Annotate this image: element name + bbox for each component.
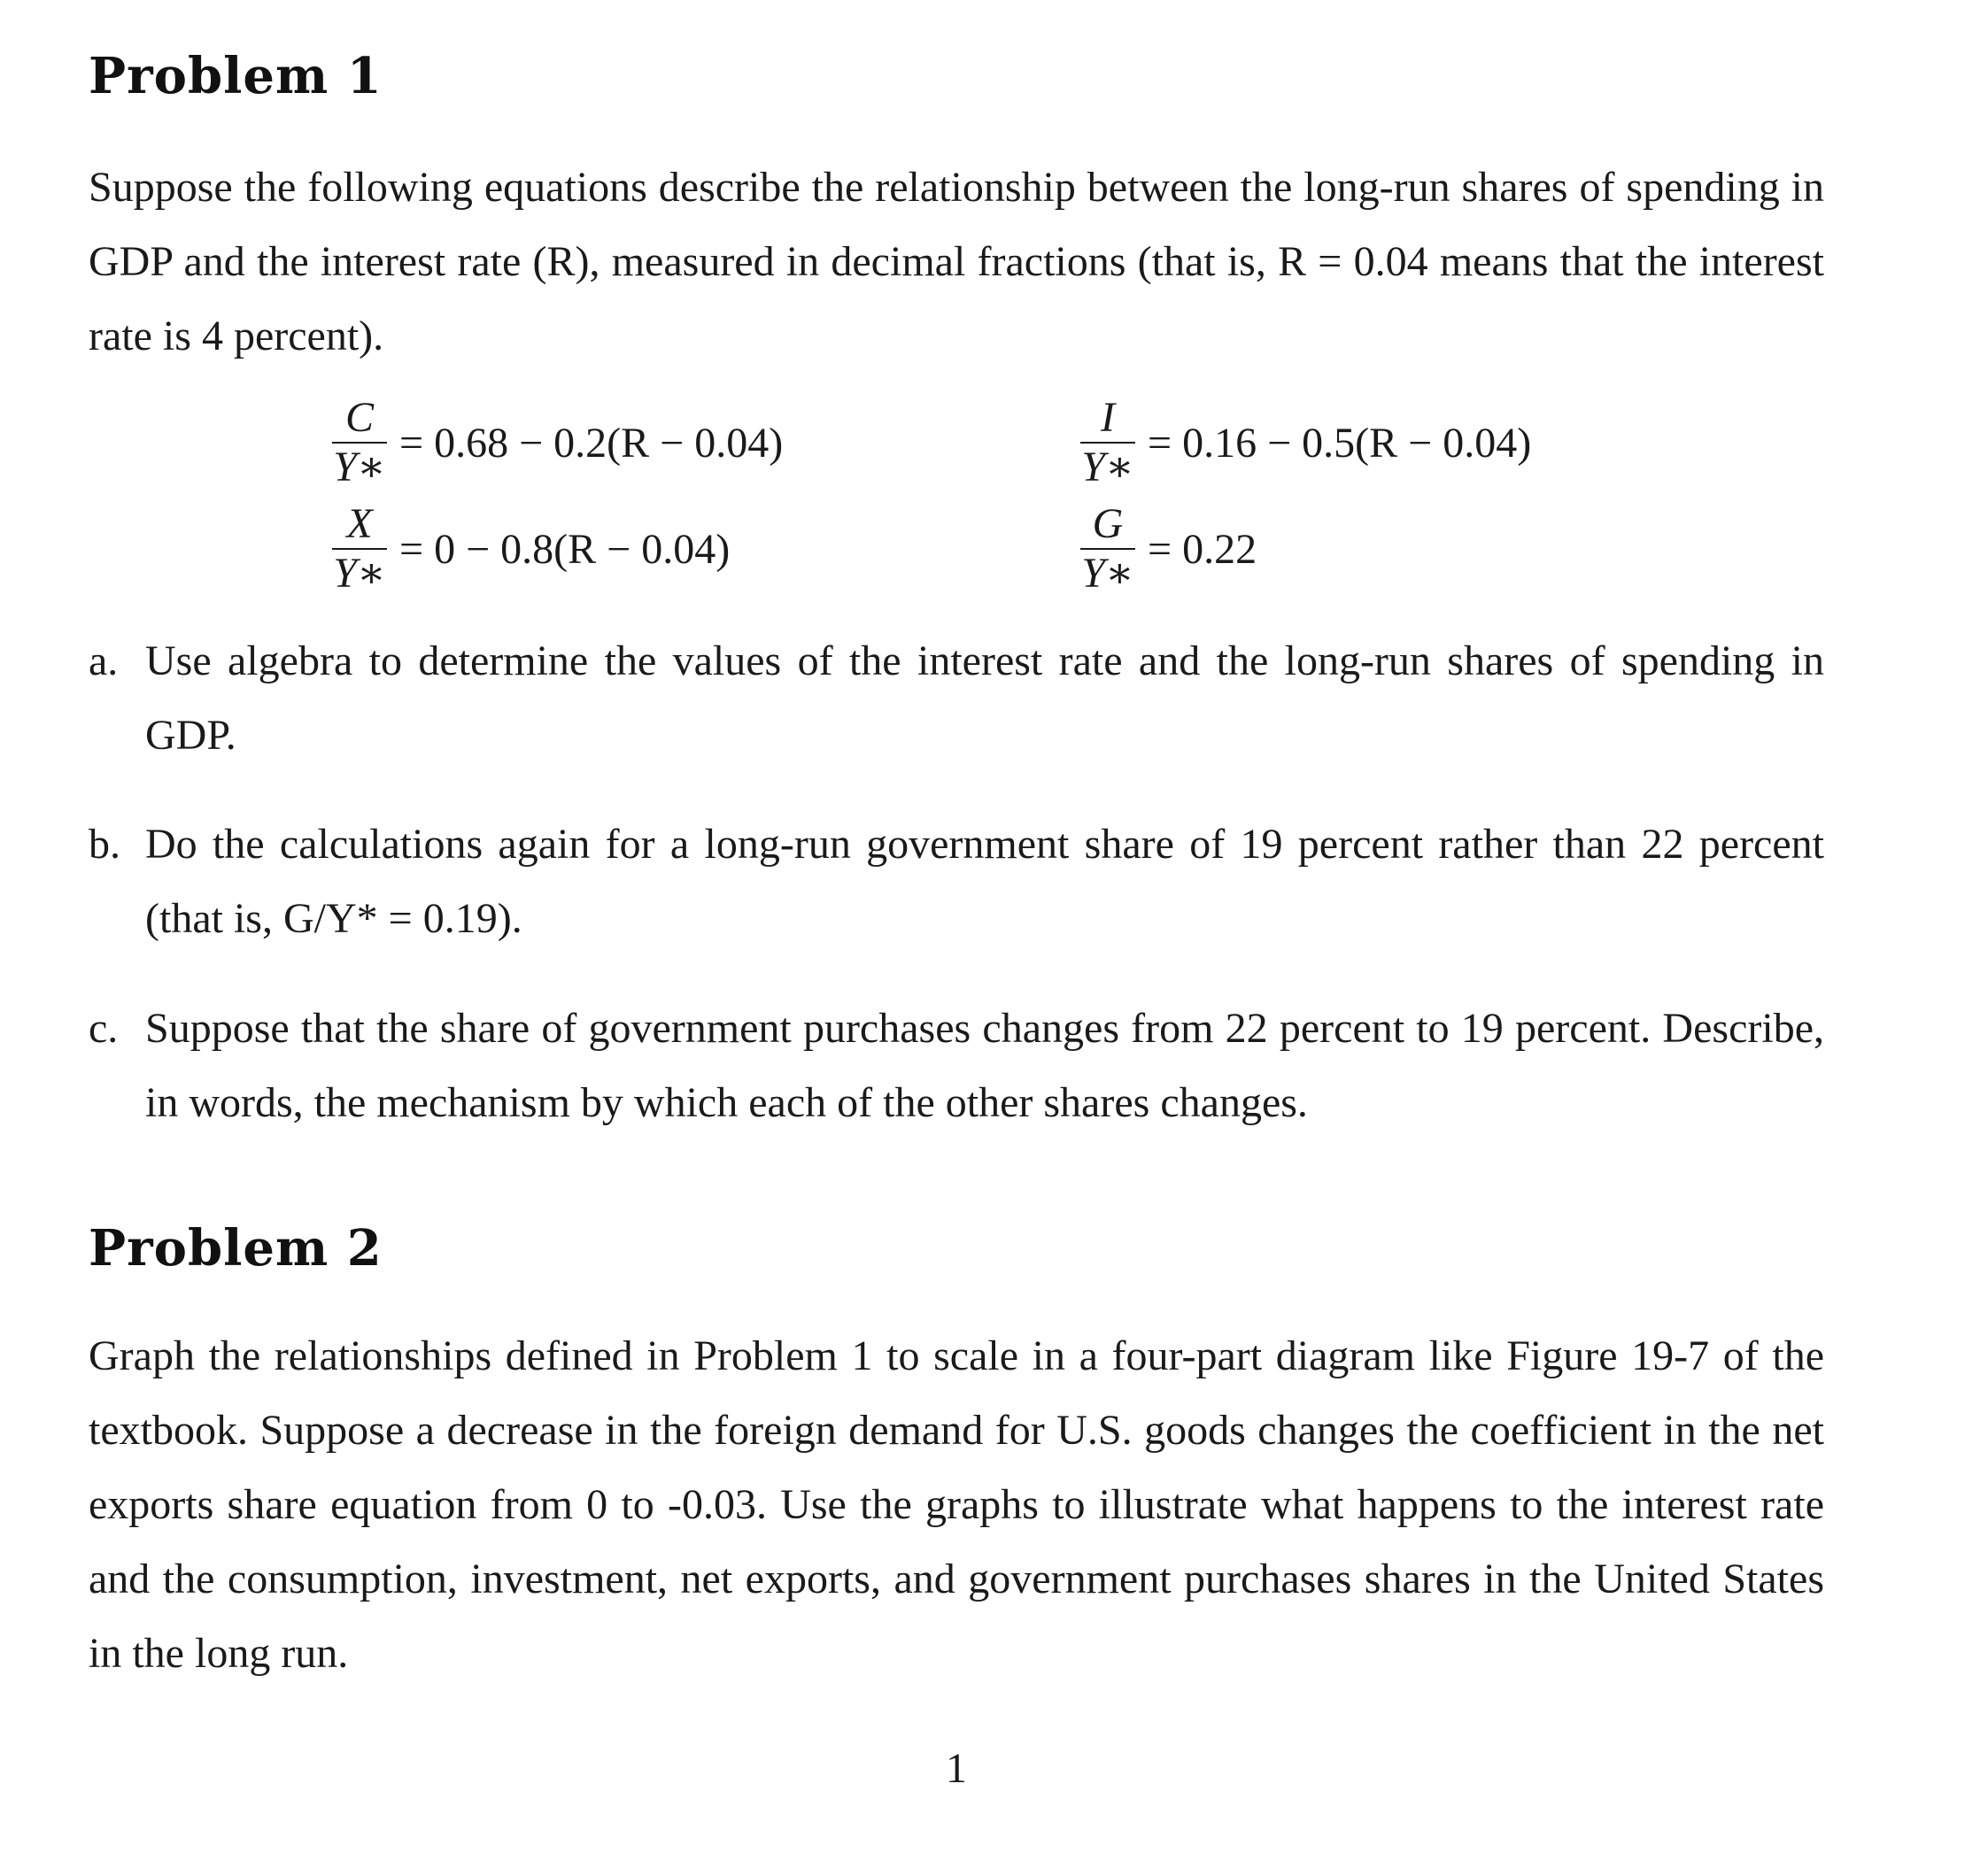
equation-rhs: = 0.16 − 0.5(R − 0.04) bbox=[1148, 419, 1532, 467]
problem-1-item-b bbox=[89, 807, 1824, 956]
equation-rhs: = 0.68 − 0.2(R − 0.04) bbox=[399, 419, 784, 467]
equation-investment-share bbox=[1080, 390, 1531, 496]
numerator: G bbox=[1092, 500, 1124, 547]
numerator: I bbox=[1101, 394, 1115, 441]
item-marker: b. bbox=[89, 821, 120, 868]
equation-consumption-share bbox=[332, 390, 783, 496]
item-text: Suppose that the share of government purchases changes from 22 percent to 19 percent. Describe, in words, the mechanism by which each of the other shares changes. bbox=[145, 1005, 1824, 1126]
problem-2-title: Problem 2 bbox=[89, 1219, 383, 1278]
item-marker: c. bbox=[89, 1005, 119, 1052]
problem-1-intro: Suppose the following equations describe the relationship between the long-run shares of spending in GDP and the interest rate (R), measured in decimal fractions (that is, R = 0.04 means that the interest rate is 4 percent). bbox=[89, 164, 1824, 359]
equation-rhs: = 0.22 bbox=[1148, 525, 1257, 573]
fraction-i-over-y bbox=[1080, 394, 1135, 491]
denominator: Y∗ bbox=[1081, 550, 1134, 597]
problem-2-body: Graph the relationships defined in Problem 1 to scale in a four-part diagram like Figure 19-7 of the textbook. Suppose a decrease in the foreign demand for U.S. goods changes the coefficient in the net exports share equation from 0 to -0.03. Use the graphs to illustrate what happens to the interest rate and the consumption, investment, net exports, and government purchases shares in the United States in the long run. bbox=[89, 1332, 1824, 1677]
numerator: C bbox=[344, 394, 374, 441]
fraction-x-over-y bbox=[332, 500, 387, 598]
item-text: Do the calculations again for a long-run government share of 19 percent rather than 22 percent (that is, G/Y* = 0.19). bbox=[145, 821, 1824, 942]
item-text: Use algebra to determine the values of the interest rate and the long-run shares of spending in GDP. bbox=[145, 637, 1824, 759]
page-number: 1 bbox=[946, 1745, 967, 1792]
problem-1-item-c bbox=[89, 992, 1824, 1140]
problem-1-item-a bbox=[89, 624, 1824, 773]
numerator: X bbox=[346, 500, 373, 547]
problem-1-title: Problem 1 bbox=[89, 47, 383, 105]
equation-government-share bbox=[1080, 496, 1257, 602]
fraction-g-over-y bbox=[1080, 500, 1135, 598]
denominator: Y∗ bbox=[333, 550, 386, 597]
item-marker: a. bbox=[89, 637, 119, 684]
equation-net-exports-share bbox=[332, 496, 730, 602]
denominator: Y∗ bbox=[1081, 444, 1134, 490]
fraction-c-over-y bbox=[332, 394, 387, 491]
equation-rhs: = 0 − 0.8(R − 0.04) bbox=[399, 525, 731, 573]
denominator: Y∗ bbox=[333, 444, 386, 490]
